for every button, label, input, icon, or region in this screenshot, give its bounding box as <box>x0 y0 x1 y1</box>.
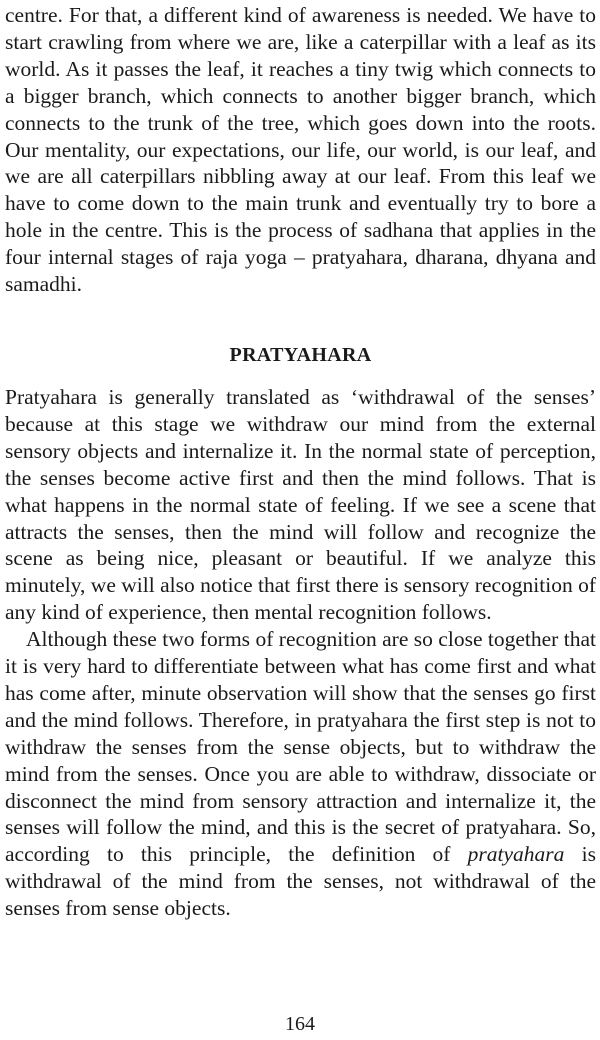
body-paragraph-pratyahara-definition: Pratyahara is generally translated as ‘withdrawal of the senses’ because at this stage we withdraw our mind from the external sensory objects and internalize it. In the normal state of perception, the senses become active first and then the mind follows. That is what happens in the normal state of feeling. If we see a scene that attracts the senses, then the mind will follow and recognize the scene as being nice, pleasant or beautiful. If we analyze this minutely, we will also notice that first there is sensory recognition of any kind of experience, then mental recognition follows. <box>5 384 596 625</box>
paragraph-text-start: Although these two forms of recognition are so close together that it is very hard to differentiate between what has come first and what has come after, minute observation will show that the senses go first and the mind follows. Therefore, in pratyahara the first step is not to withdraw the senses from the sense objects, but to withdraw the mind from the senses. Once you are able to withdraw, dissociate or disconnect the mind from sensory attraction and internalize it, the senses will follow the mind, and this is the secret of pratyahara. So, according to this principle, the definition of <box>5 627 596 867</box>
page-number: 164 <box>285 1013 315 1035</box>
body-paragraph-recognition <box>5 626 596 922</box>
section-heading: PRATYAHARA <box>229 343 372 366</box>
italic-term: pratyahara <box>467 842 565 867</box>
paragraph-text-end: is withdrawal of the mind from the senses, not withdrawal of the senses from sense objects. <box>5 842 596 921</box>
body-paragraph-intro: centre. For that, a different kind of awareness is needed. We have to start crawling from where we are, like a caterpillar with a leaf as its world. As it passes the leaf, it reaches a tiny twig which connects to a bigger branch, which connects to another bigger branch, which connects to the trunk of the tree, which goes down into the roots. Our mentality, our expectations, our life, our world, is our leaf, and we are all caterpillars nibbling away at our leaf. From this leaf we have to come down to the main trunk and eventually try to bore a hole in the centre. This is the process of sadhana that applies in the four internal stages of raja yoga – pratyahara, dharana, dhyana and samadhi. <box>5 3 596 297</box>
